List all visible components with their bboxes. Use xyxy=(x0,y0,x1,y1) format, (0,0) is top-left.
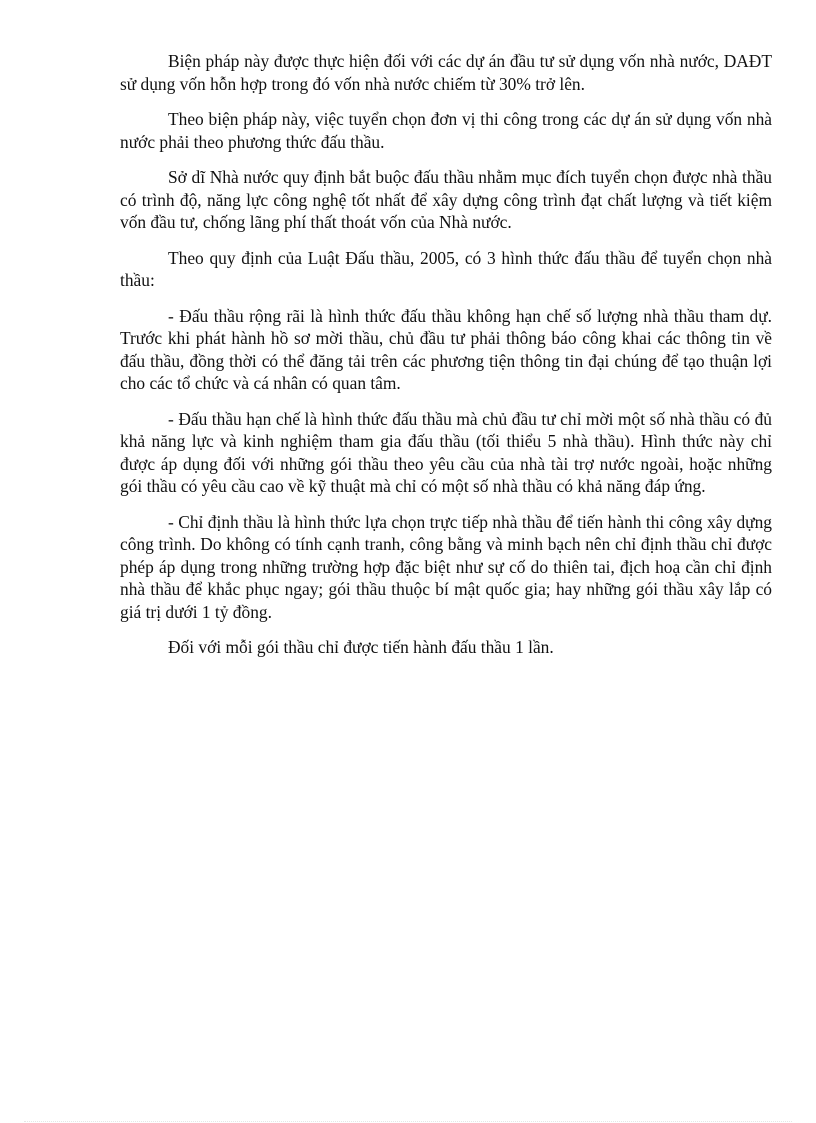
page-bottom-divider xyxy=(24,1121,792,1122)
paragraph-method: Theo biện pháp này, việc tuyển chọn đơn vị thi công trong các dự án sử dụng vốn nhà nước phải theo phương thức đấu thầu. xyxy=(120,109,772,152)
paragraph-once-rule: Đối với mỗi gói thầu chỉ được tiến hành đấu thầu 1 lần. xyxy=(168,637,554,657)
paragraph-limited-bidding: - Đấu thầu hạn chế là hình thức đấu thầu mà chủ đầu tư chỉ mời một số nhà thầu có đủ khả năng lực và kinh nghiệm tham gia đấu thầu (tối thiểu 5 nhà thầu). Hình thức này chỉ được áp dụng đối với những gói thầu theo yêu cầu của nhà tài trợ nước ngoài, hoặc những gói thầu có yêu cầu cao về kỹ thuật mà chỉ có một số nhà thầu có khả năng đáp ứng. xyxy=(120,408,772,496)
paragraph-direct-appointment: - Chỉ định thầu là hình thức lựa chọn trực tiếp nhà thầu để tiến hành thi công xây dựng công trình. Do không có tính cạnh tranh, công bằng và minh bạch nên chỉ định thầu chỉ được phép áp dụng trong những trường hợp đặc biệt như sự cố do thiên tai, địch hoạ cần chỉ định nhà thầu để khắc phục ngay; gói thầu thuộc bí mật quốc gia; hay những gói thầu xây lắp có giá trị dưới 1 tỷ đồng. xyxy=(120,511,772,622)
paragraph-scope: Biện pháp này được thực hiện đối với các dự án đầu tư sử dụng vốn nhà nước, DAĐT sử dụng vốn hỗn hợp trong đó vốn nhà nước chiếm từ 30% trở lên. xyxy=(120,51,772,94)
paragraph-open-bidding: - Đấu thầu rộng rãi là hình thức đấu thầu không hạn chế số lượng nhà thầu tham dự. Trước khi phát hành hồ sơ mời thầu, chủ đầu tư phải thông báo công khai các thông tin về đấu thầu, đồng thời có thể đăng tải trên các phương tiện thông tin đại chúng để tạo thuận lợi cho các tổ chức và cá nhân có quan tâm. xyxy=(120,305,772,393)
paragraph-forms-intro: Theo quy định của Luật Đấu thầu, 2005, có 3 hình thức đấu thầu để tuyển chọn nhà thầu: xyxy=(120,247,772,290)
paragraph-purpose: Sở dĩ Nhà nước quy định bắt buộc đấu thầu nhằm mục đích tuyển chọn được nhà thầu có trình độ, năng lực công nghệ tốt nhất để xây dựng công trình đạt chất lượng và tiết kiệm vốn đầu tư, chống lãng phí thất thoát vốn của Nhà nước. xyxy=(120,167,772,232)
document-body xyxy=(120,50,772,672)
